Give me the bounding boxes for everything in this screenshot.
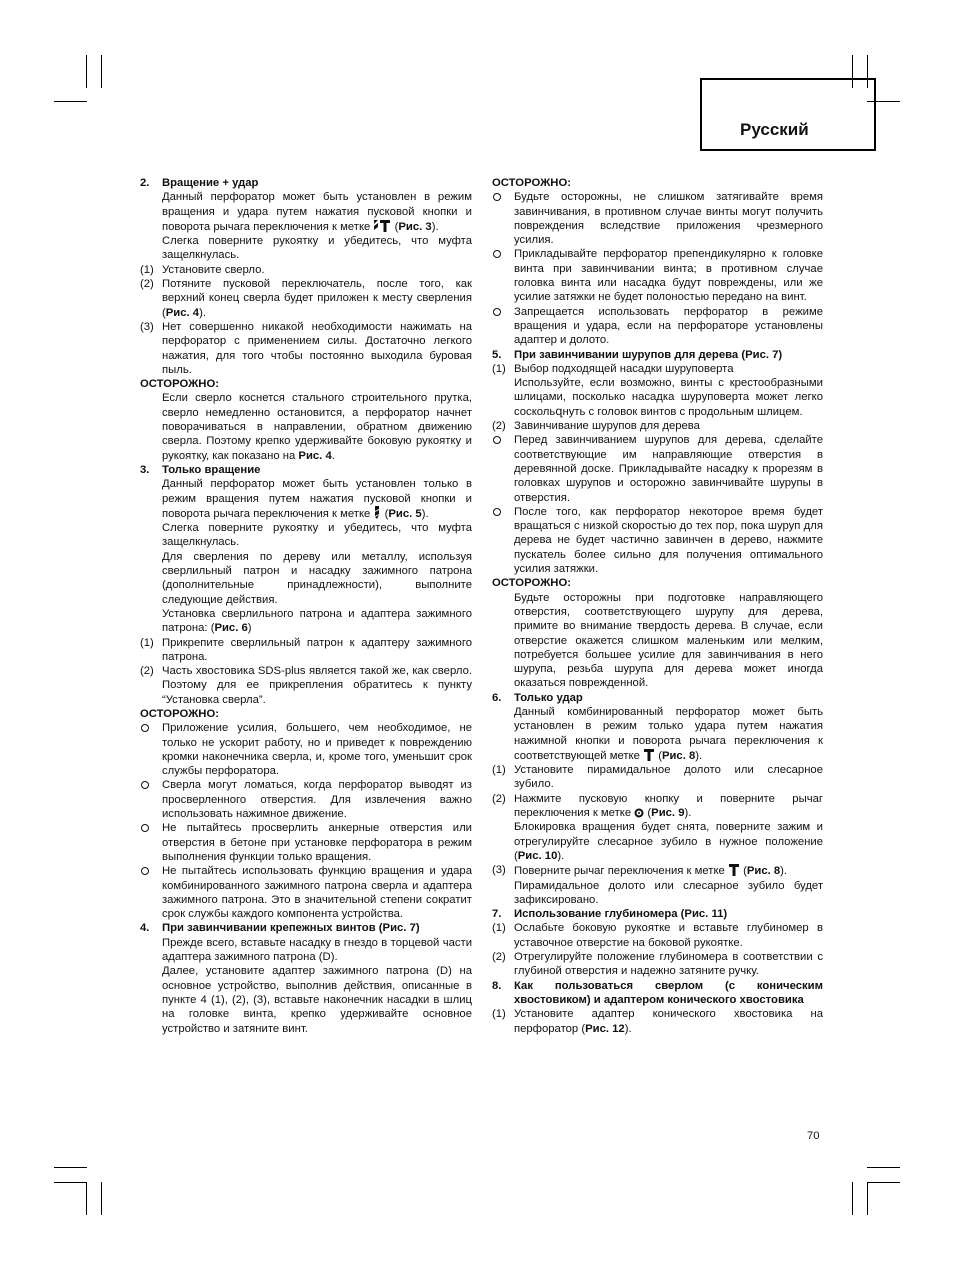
paragraph: Слегка поверните рукоятку и убедитесь, что муфта защелкнулась. [162,522,472,549]
paragraph: Данный перфоратор может быть установлен в режим вращения и удара путем нажатия пусковой кнопки и поворота рычага переключения к метке (Рис. 3). [162,191,472,233]
hammer-mode-icon [643,748,655,761]
section-heading: 8. Как пользоваться сверлом (с коническим хвостовиком) и адаптером конического хвостовика [492,979,823,1006]
crop-mark [86,1182,87,1215]
bullet-item: Сверла могут ломаться, когда перфоратор выводят из просверленного отверстия. Для извлечения важно использовать нажимное движение. [140,778,472,821]
right-column [492,176,823,1036]
caution-heading: ОСТОРОЖНО: [492,177,572,189]
drill-bit-rotation-icon [373,506,381,519]
section-heading: 2. Вращение + удар [140,177,259,189]
caution-heading: ОСТОРОЖНО: [140,378,220,391]
section-heading: 5. При завинчивании шурупов для дерева (Рис. 7) [492,348,783,361]
paragraph: Для сверления по дереву или металлу, используя сверлильный патрон и насадку зажимного патрона (дополнительные принадлежности), выполните следующие действия. [162,550,472,606]
list-item: (3) Поверните рычаг переключения к метке (Рис. 8). [492,864,788,878]
list-item: (2) Нажмите пусковую кнопку и поверните рычаг переключения к метке (Рис. 9). [492,792,823,820]
bullet-item: Не пытайтесь просверлить анкерные отверстия или отверстия в бетоне при установке перфоратора в режим выполнения функции только вращения. [140,821,472,864]
caution-heading: ОСТОРОЖНО: [140,707,220,720]
paragraph: Далее, установите адаптер зажимного патрона (D) на основное устройство, выполнив действия, описанные в пункте 4 (1), (2), (3), вставьте наконечник насадки в шлиц на головке винта, крепко удерживайте основное устройство и затяните винт. [162,965,472,1035]
caution-heading: ОСТОРОЖНО: [492,577,572,590]
paragraph: Прежде всего, вставьте насадку в гнездо в торцевой части адаптера зажимного патрона (D). [162,936,472,964]
language-label-box [700,78,876,151]
crop-mark [54,101,87,102]
paragraph: Пирамидальное долото или слесарное зубило будет зафиксировано. [514,879,823,906]
paragraph: Слегка поверните рукоятку и убедитесь, что муфта защелкнулась. [162,235,472,262]
crop-mark [867,1182,900,1183]
section-heading: 7. Использование глубиномера (Рис. 11) [492,908,728,921]
bullet-item: После того, как перфоратор некоторое время будет вращаться с низкой скоростью до тех пор, пока шуруп для дерева не будет частично завинчен в дерево, нажмите пускатель более сильно для получения оптимального усилия затяжки. [492,505,823,576]
list-item: (2) Потяните пусковой переключатель, после того, как верхний конец сверла будет приложен к месту сверления (Рис. 4). [140,278,472,319]
crop-mark [101,1182,102,1215]
bullet-item: Перед завинчиванием шурупов для дерева, сделайте соответствующие им направляющие отверстия в деревянной доске. Прикладывайте насадку к прорезям в головках шурупов и осторожно завинчивайте шурупы в отверстия. [492,433,823,504]
crop-mark [852,1182,853,1215]
list-item: (1) Установите адаптер конического хвостовика на перфоратор (Рис. 12). [492,1008,823,1035]
page-number: 70 [807,1130,820,1142]
list-item: (1) Выбор подходящей насадки шуруповерта [492,362,734,375]
list-item: (1) Установите пирамидальное долото или слесарное зубило. [492,764,823,791]
bullet-item: Не пытайтесь использовать функцию вращения и удара комбинированного зажимного патрона сверла и адаптера зажимного патрона. Это в значительной степени сократит срок службы каждого компонента устройства. [140,864,472,921]
paragraph: Установка сверлильного патрона и адаптера зажимного патрона: (Рис. 6) [162,607,472,635]
section-heading: 3. Только вращение [140,463,261,476]
paragraph: Если сверло коснется стального строительного прутка, сверло немедленно остановится, а перфоратор начнет поворачиваться в направлении, обратном движению сверла. Поэтому крепко удерживайте боковую рукоятку и рукоятку, как показано на Рис. 4. [162,392,472,462]
crop-mark [101,55,102,88]
list-item: (1) Ослабьте боковую рукоятке и вставьте глубиномер в уставочное отверстие на боковой рукоятке. [492,922,823,949]
crop-mark [867,1167,900,1168]
list-item: (3) Нет совершенно никакой необходимости нажимать на перфоратор с применением силы. Достаточно легкого нажатия, для того чтобы постоянно выходила буровая пыль. [140,320,472,376]
paragraph: Данный перфоратор может быть установлен только в режим вращения путем нажатия пусковой кнопки и поворота рычага переключения к метке (Рис. 5). [162,478,472,520]
crop-mark [54,1167,87,1168]
crop-mark [54,1182,87,1183]
section-heading: 6. Только удар [492,691,583,704]
neutral-mode-icon [634,808,644,818]
language-label: Русский [740,120,809,139]
rotation-hammer-mode-icon [373,219,391,232]
bullet-item: Будьте осторожны, не слишком затягивайте время завинчивания, в противном случае винты могут получить повреждения вследствие приложения чрезмерного усилия. [492,190,823,247]
list-item: (2) Завинчивание шурупов для дерева [492,420,700,433]
paragraph: Будьте осторожны при подготовке направляющего отверстия, соответствующего шурупу для дерева, примите во внимание твердость дерева. В случае, если отверстие окажется слишком маленьким или мелким, потребуется большее усилие для завинчивания в него шурупа, резьба шурупа для дерева может иногда оказаться поврежденной. [514,591,823,690]
list-item: (2) Часть хвостовика SDS-plus является такой же, как сверло. Поэтому для ее прикрепления обратитесь к пункту “Установка сверла”. [140,665,472,706]
left-column [140,176,472,1036]
section-heading: 4. При завинчивании крепежных винтов (Рис. 7) [140,922,420,935]
paragraph: Данный комбинированный перфоратор может быть установлен в режим только удара путем нажатия нажимной кнопки и поворота рычага переключения к соответствующей метке (Рис. 8). [514,705,823,762]
paragraph: Используйте, если возможно, винты с крестообразными шлицами, посколько насадка шуруповерта может легко соскольզнуть с головок винтов с продольным шлицем. [514,377,823,418]
list-item: (2) Отрегулируйте положение глубиномера в соответствии с глубиной отверстия и надежно затяните ручку. [492,951,823,978]
hammer-mode-icon [728,863,740,876]
list-item: (1) Установите сверло. [140,263,265,276]
bullet-item: Прикладывайте перфоратор препендикулярно к головке винта при завинчивании винта; в противном случае головка винта или насадка будут повреждены, или же усилие затяжки не будет полоностью передано на винт. [492,247,823,304]
crop-mark [86,55,87,88]
bullet-item: Приложение усилия, большего, чем необходимое, не только не ускорит работу, но и приведет к повреждению кромки наконечника сверла, и, кроме того, уменьшит срок службы перфоратора. [140,721,472,778]
crop-mark [867,1182,868,1215]
list-item: (1) Прикрепите сверлильный патрон к адаптеру зажимного патрона. [140,636,472,663]
paragraph: Блокировка вращения будет снята, поверните зажим и отрегулируйте слесарное зубило в нужное положение (Рис. 10). [514,821,823,862]
bullet-item: Запрещается использовать перфоратор в режиме вращения и удара, если на перфораторе установлены адаптер и долото. [492,305,823,348]
